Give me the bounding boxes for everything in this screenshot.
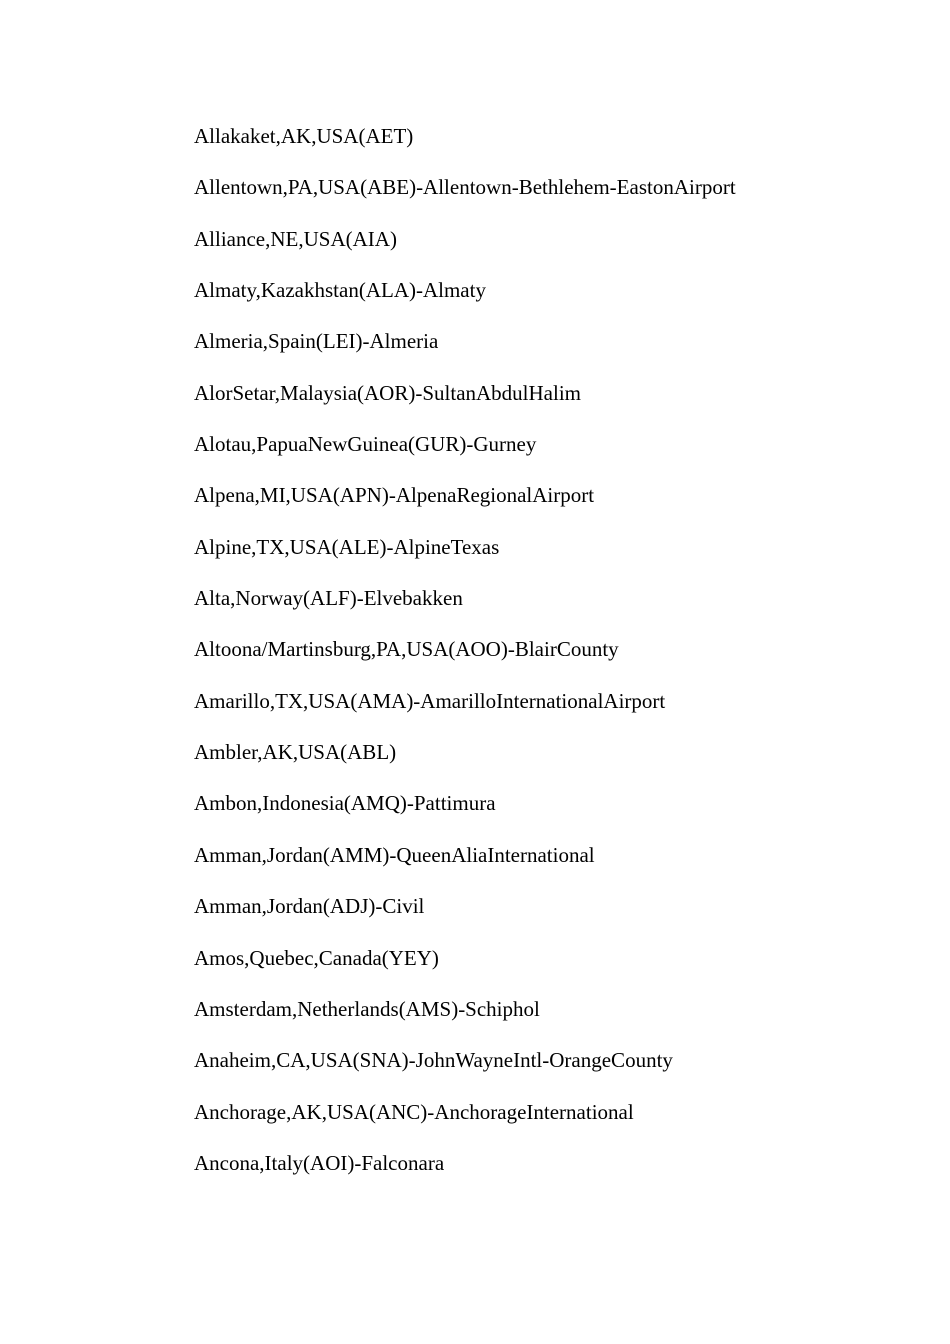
list-item: Allakaket,AK,USA(AET) — [194, 124, 414, 148]
list-item: Amman,Jordan(ADJ)-Civil — [194, 894, 425, 919]
list-item: Ambler,AK,USA(ABL) — [194, 740, 397, 765]
list-item: Alta,Norway(ALF)-Elvebakken — [194, 586, 463, 611]
list-item: Altoona/Martinsburg,PA,USA(AOO)-BlairCounty — [194, 637, 619, 662]
list-item: Alliance,NE,USA(AIA) — [194, 226, 397, 251]
airport-list — [194, 124, 736, 1202]
list-item: Amarillo,TX,USA(AMA)-AmarilloInternationalAirport — [194, 688, 666, 713]
list-item: Amos,Quebec,Canada(YEY) — [194, 945, 439, 970]
list-item: Ancona,Italy(AOI)-Falconara — [194, 1150, 445, 1175]
list-item: Alotau,PapuaNewGuinea(GUR)-Gurney — [194, 432, 537, 457]
list-item: AlorSetar,Malaysia(AOR)-SultanAbdulHalim — [194, 380, 582, 405]
list-item: Allentown,PA,USA(ABE)-Allentown-Bethlehem-EastonAirport — [194, 175, 736, 200]
list-item: Almaty,Kazakhstan(ALA)-Almaty — [194, 278, 486, 303]
list-item: Amsterdam,Netherlands(AMS)-Schiphol — [194, 996, 540, 1021]
list-item: Alpena,MI,USA(APN)-AlpenaRegionalAirport — [194, 483, 595, 508]
list-item: Amman,Jordan(AMM)-QueenAliaInternational — [194, 842, 595, 867]
list-item: Alpine,TX,USA(ALE)-AlpineTexas — [194, 534, 500, 559]
list-item: Anchorage,AK,USA(ANC)-AnchorageInternational — [194, 1099, 634, 1124]
list-item: Anaheim,CA,USA(SNA)-JohnWayneIntl-OrangeCounty — [194, 1048, 673, 1073]
list-item: Almeria,Spain(LEI)-Almeria — [194, 329, 439, 354]
list-item: Ambon,Indonesia(AMQ)-Pattimura — [194, 791, 496, 816]
